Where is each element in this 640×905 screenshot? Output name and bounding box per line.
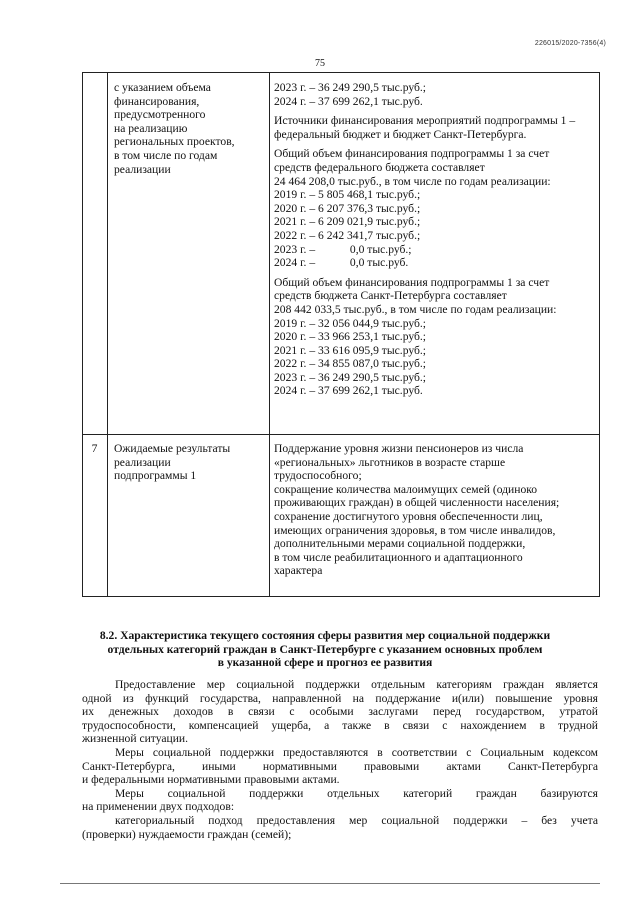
section-heading [80, 629, 570, 670]
result-line: в том числе реабилитационного и адаптационного [274, 550, 523, 564]
label-line: реализации [114, 162, 171, 176]
body-line: трудоспособности, компенсацией ущерба, а также в связи с нахождением в трудной [82, 718, 598, 732]
funding-line: 2020 г. – 33 966 253,1 тыс.руб.; [274, 330, 426, 344]
result-line: трудоспособного; [274, 469, 362, 483]
body-line: Санкт-Петербурга, иными нормативными правовыми актами Санкт-Петербурга [82, 759, 598, 773]
table-row-divider [82, 434, 600, 435]
table-border-bottom [82, 596, 600, 597]
label-line: с указанием объема [114, 81, 211, 94]
funding-line: 2020 г. – 6 207 376,3 тыс.руб.; [274, 201, 421, 215]
result-line: сохранение достигнутого уровня обеспеченности лиц, [274, 509, 543, 523]
funding-line: 2023 г. – 36 249 290,5 тыс.руб.; [274, 370, 426, 384]
label-line: региональных проектов, [114, 135, 235, 149]
body-line: их денежных доходов в связи с особыми заслугами перед государством, утратой [82, 705, 598, 719]
body-line: жизненной ситуации. [82, 732, 189, 746]
row-number: 7 [91, 442, 98, 455]
table-column-divider [269, 72, 270, 597]
funding-line: 2019 г. – 32 056 044,9 тыс.руб.; [274, 316, 426, 330]
funding-line: 2021 г. – 33 616 095,9 тыс.руб.; [274, 343, 426, 357]
page-bottom-rule [60, 883, 600, 884]
row-label-continued [114, 81, 235, 176]
label-line: подпрограммы 1 [114, 469, 197, 483]
funding-line: 2024 г. – 37 699 262,1 тыс.руб. [274, 384, 423, 398]
funding-line: 2023 г. – 36 249 290,5 тыс.руб.; [274, 81, 426, 94]
result-line: характера [274, 564, 323, 578]
body-line: (проверки) нуждаемости граждан (семей); [82, 827, 292, 841]
paragraph [82, 746, 598, 787]
body-line: Предоставление мер социальной поддержки отдельным категориям граждан является [115, 678, 598, 691]
result-line: Поддержание уровня жизни пенсионеров из числа [274, 442, 524, 455]
result-line: дополнительными мерами социальной поддержки, [274, 537, 526, 551]
body-line: категориальный подход предоставления мер социальной поддержки – без учета [115, 813, 598, 827]
funding-line: 2024 г. – 0,0 тыс.руб. [274, 256, 409, 270]
label-line: реализации [114, 455, 171, 469]
funding-line: 2024 г. – 37 699 262,1 тыс.руб. [274, 94, 423, 108]
label-line: предусмотренного [114, 108, 206, 122]
funding-line: 24 464 208,0 тыс.руб., в том числе по годам реализации: [274, 174, 551, 188]
table-column-divider [107, 72, 108, 597]
heading-line: 8.2. Характеристика текущего состояния сферы развития мер социальной поддержки [99, 629, 551, 642]
funding-line: 2023 г. – 0,0 тыс.руб.; [274, 242, 412, 256]
row7-content [274, 442, 559, 578]
funding-line: федеральный бюджет и бюджет Санкт-Петербурга. [274, 127, 527, 141]
table-border-right [599, 72, 600, 597]
section-body [82, 678, 598, 841]
paragraph [82, 787, 598, 814]
result-line: «региональных» льготников в возрасте старше [274, 455, 506, 469]
funding-line: Общий объем финансирования подпрограммы 1 за счет [274, 147, 550, 161]
result-line: имеющих ограничения здоровья, в том числе инвалидов, [274, 523, 556, 537]
paragraph [82, 814, 598, 841]
heading-line: отдельных категорий граждан в Санкт-Петербурге с указанием основных проблем [107, 642, 543, 656]
funding-line: средств бюджета Санкт-Петербурга составляет [274, 289, 507, 303]
funding-line: 208 442 033,5 тыс.руб., в том числе по годам реализации: [274, 302, 557, 316]
funding-line: 2022 г. – 6 242 341,7 тыс.руб.; [274, 228, 421, 242]
page-number: 75 [315, 58, 325, 69]
funding-line: 2022 г. – 34 855 087,0 тыс.руб.; [274, 357, 426, 371]
funding-line: Источники финансирования мероприятий подпрограммы 1 – [274, 114, 576, 128]
program-table [82, 72, 600, 597]
funding-line: 2019 г. – 5 805 468,1 тыс.руб.; [274, 188, 421, 202]
result-line: сокращение количества малоимущих семей (одиноко [274, 482, 538, 496]
label-line: Ожидаемые результаты [114, 442, 231, 455]
funding-line: средств федерального бюджета составляет [274, 160, 485, 174]
funding-line: 2021 г. – 6 209 021,9 тыс.руб.; [274, 215, 421, 229]
body-line: Меры социальной поддержки предоставляются в соответствии с Социальным кодексом [115, 745, 598, 759]
funding-content [274, 81, 575, 398]
row7-label [114, 442, 230, 483]
label-line: на реализацию [114, 121, 188, 135]
paragraph [82, 678, 598, 746]
body-line: Меры социальной поддержки отдельных категорий граждан базируются [115, 786, 598, 800]
result-line: проживающих граждан) в общей численности населения; [274, 496, 560, 510]
funding-line: Общий объем финансирования подпрограммы 1 за счет [274, 275, 550, 289]
table-border-top [82, 72, 600, 73]
body-line: на применении двух подходов: [82, 800, 235, 814]
body-line: одной из функций государства, направленной на поддержание и(или) повышение уровня [82, 691, 598, 705]
table-border-left [82, 72, 83, 597]
label-line: финансирования, [114, 94, 200, 108]
heading-line: в указанной сфере и прогноз ее развития [217, 656, 433, 669]
label-line: в том числе по годам [114, 148, 218, 162]
document-id: 226015/2020-7356(4) [534, 40, 606, 47]
body-line: и федеральными нормативными правовыми актами. [82, 773, 340, 787]
